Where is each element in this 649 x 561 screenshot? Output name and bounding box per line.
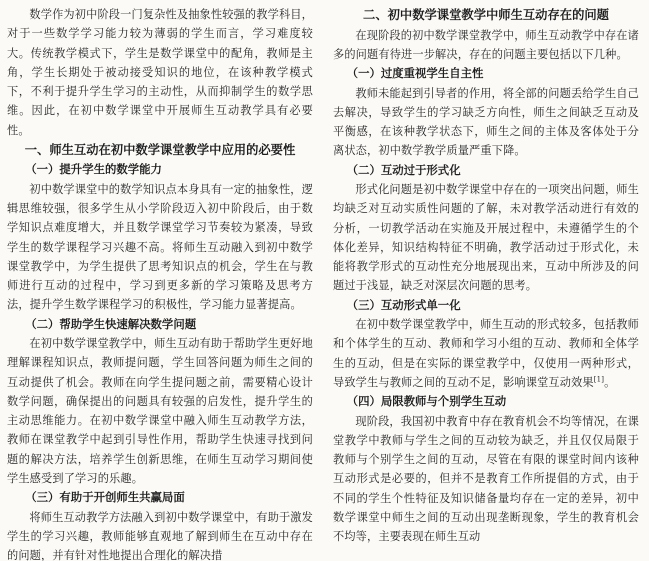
subsection-2-3-paragraph [333, 315, 639, 392]
subsection-1-2-heading: （二）帮助学生快速解决数学问题 [25, 316, 197, 331]
subsection-1-3-paragraph: 将师生互动教学方法融入到初中数学课堂中，有助于激发学生的学习兴趣，教师能够直观地了解到师生在互动中存在的问题，并有针对性地提出合理化的解决措 [7, 510, 313, 561]
section-2-intro-paragraph: 在现阶段的初中数学课堂教学中，师生互动教学中存在诸多的问题有待进一步解决，存在的问题主要包括以下几种。 [333, 28, 639, 61]
subsection-2-3-text: 在初中数学课堂教学中，师生互动的形式较多，包括教师和个体学生的互动、教师和学习小组的互动、教师和全体学生的互动，但是在实际的课堂教学中，仅使用一两种形式，导致学生与教师之间的互动不足，影响课堂互动效果 [333, 318, 639, 389]
subsection-2-2-heading: （二）互动过于形式化 [346, 162, 461, 177]
subsection-2-2-paragraph: 形式化问题是初中数学课堂中存在的一项突出问题，师生均缺乏对互动实质性问题的了解，未对教学活动进行有效的分析，一切教学活动在实施及开展过程中，未遵循学生的个体化差异，知识结构特征不明确，教学活动过于形式化，未能将教学形式的互动性充分地展现出来，互动中所涉及的问题过于浅显，缺乏对深层次问题的思考。 [333, 183, 639, 293]
left-column [7, 5, 313, 561]
section-1-heading: 一、师生互动在初中数学课堂教学中应用的必要性 [24, 142, 296, 157]
subsection-1-1-paragraph: 初中数学课堂中的数学知识点本身具有一定的抽象性，逻辑思维较强，很多学生从小学阶段迈入初中阶段后，由于数学知识点难度增大，并且数学课堂学习节奏较为紧凑，导致学生的数学课程学习兴趣不高。将师生互动融入到初中数学课堂教学中，为学生提供了思考知识点的机会，学生在与教师进行互动的过程中，学习到更多新的学习策略及思考方法，提升学生数学课程学习的积极性，学习能力显著提高。 [7, 182, 313, 312]
section-2-heading: 二、初中数学课堂教学中师生互动存在的问题 [363, 8, 609, 22]
subsection-2-1-paragraph: 教师未能起到引导者的作用，将全部的问题丢给学生自己去解决，导致学生的学习缺乏方向性，师生之间缺乏互动及平衡感，在该种教学状态下，师生之间的主体及客体处于分离状态，初中数学教学质量严重下降。 [333, 86, 639, 158]
citation-marker: [1] [593, 375, 605, 384]
intro-paragraph: 数学作为初中阶段一门复杂性及抽象性较强的教学科目，对于一些数学学习能力较为薄弱的学生而言，学习难度较大。传统教学模式下，学生是数学课堂中的配角，教师是主角，学生长期处于被动接受知识的地位，在该种教学模式下，不利于提升学生学习的主动性，从而抑制学生的数学思维。因此，在初中数学课堂中开展师生互动教学具有必要性。 [7, 8, 313, 137]
subsection-1-3-heading: （三）有助于开创师生共赢局面 [25, 490, 185, 504]
subsection-2-3-end: 。 [604, 375, 616, 389]
subsection-2-3-heading: （三）互动形式单一化 [346, 297, 461, 312]
right-column [333, 5, 639, 561]
subsection-2-4-heading: （四）局限教师与个别学生互动 [346, 394, 507, 408]
subsection-1-1-heading: （一）提升学生的数学能力 [25, 162, 162, 177]
subsection-1-2-paragraph: 在初中数学课堂教学中，师生互动有助于帮助学生更好地理解课程知识点，教师提问题，学生回答问题为师生之间的互动提供了机会。教师在向学生提问题之前，需要精心设计数学问题，确保提出的问题具有较强的启发性，提升学生的主动思维能力。在初中数学课堂中融入师生互动教学方法，教师在课堂教学中起到引导性作用，帮助学生快速寻找到问题的解决方法，培养学生创新思维，在师生互动学习期间使学生感受到了学习的乐趣。 [7, 337, 313, 485]
subsection-2-4-paragraph: 现阶段，我国初中教育中存在教育机会不均等情况，在课堂教学中教师与学生之间的互动较为缺乏，并且仅仅局限于教师与个别学生之间的互动，尽管在有限的课堂时间内该种互动形式是必要的，但并不是教育工作所提倡的方式，由于不同的学生个性特征及知识储备量均存在一定的差异，初中数学课堂中师生之间的互动出现垄断现象，学生的教育机会不均等，主要表现在师生互动 [333, 414, 639, 543]
subsection-2-1-heading: （一）过度重视学生自主性 [346, 66, 484, 80]
